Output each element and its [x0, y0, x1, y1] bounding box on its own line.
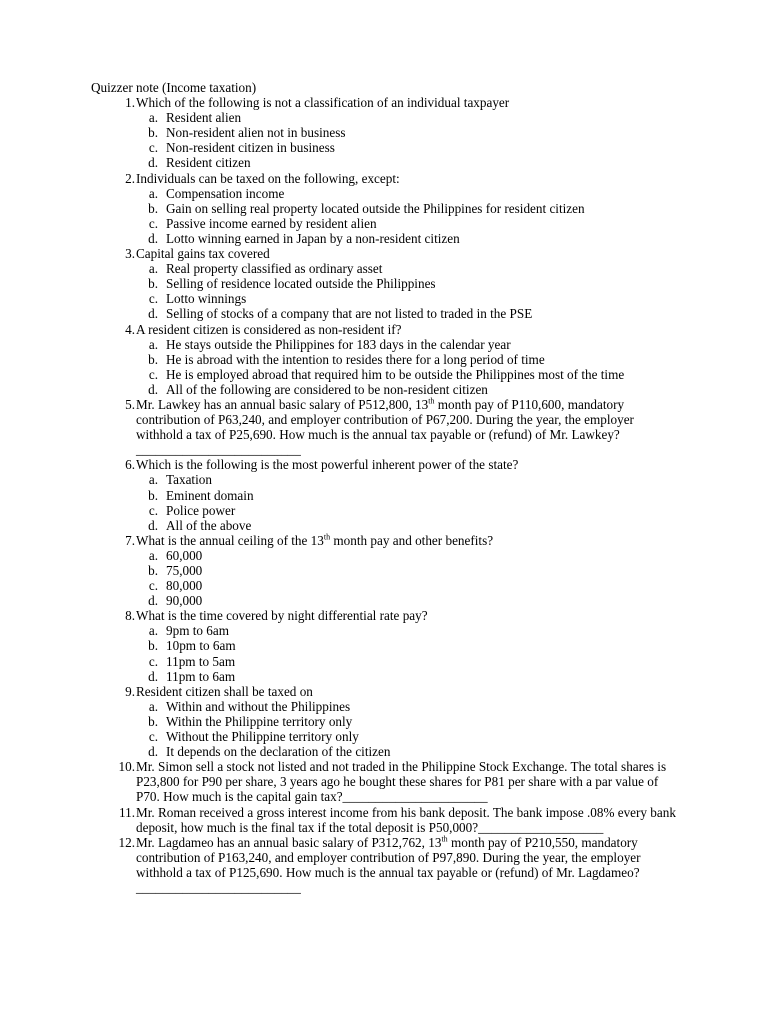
question-text: [135, 322, 676, 337]
option-text: All of the following are considered to be non-resident citizen: [166, 381, 488, 397]
text-run: Mr. Lagdameo has an annual basic salary of P312,762, 13: [136, 834, 442, 850]
option-text: Without the Philippine territory only: [166, 729, 359, 745]
option-text: Eminent domain: [166, 487, 254, 503]
option-item: [91, 638, 676, 653]
option-text: Passive income earned by resident alien: [166, 215, 377, 231]
question-number: 12.: [118, 834, 135, 850]
option-item: [91, 231, 676, 246]
document-title: Quizzer note (Income taxation): [91, 80, 257, 95]
option-item: [91, 623, 676, 638]
text-run: A resident citizen is considered as non-resident if?: [136, 321, 402, 337]
option-letter: b.: [148, 487, 158, 503]
option-item: [91, 337, 676, 352]
option-item: [91, 155, 676, 170]
option-text: 90,000: [166, 593, 203, 609]
option-letter: a.: [148, 110, 158, 126]
option-letter: b.: [148, 351, 158, 367]
option-item: [91, 578, 676, 593]
option-item: [91, 488, 676, 503]
option-letter: d.: [148, 230, 158, 246]
option-letter: d.: [148, 306, 158, 322]
question-text: [135, 608, 676, 623]
text-run: Mr. Lawkey has an annual basic salary of P512,800, 13: [136, 396, 429, 412]
question-7: [91, 533, 676, 548]
text-run: What is the annual ceiling of the 13: [136, 532, 324, 548]
option-text: Lotto winnings: [166, 291, 247, 307]
option-item: [91, 382, 676, 397]
option-text: Within and without the Philippines: [166, 698, 351, 714]
option-text: Within the Philippine territory only: [166, 713, 353, 729]
superscript: th: [441, 834, 448, 844]
option-letter: a.: [148, 261, 158, 277]
option-letter: c.: [148, 140, 158, 156]
question-number: 7.: [125, 532, 135, 548]
option-item: [91, 261, 676, 276]
option-text: Police power: [166, 502, 236, 518]
option-item: [91, 201, 676, 216]
question-1: [91, 95, 676, 110]
option-text: He stays outside the Philippines for 183 days in the calendar year: [166, 336, 511, 352]
option-text: Selling of residence located outside the Philippines: [166, 276, 436, 292]
option-text: Selling of stocks of a company that are not listed to traded in the PSE: [166, 306, 533, 322]
option-item: [91, 669, 676, 684]
option-letter: d.: [148, 593, 158, 609]
text-run: Individuals can be taxed on the following, except:: [136, 170, 400, 186]
option-text: 11pm to 5am: [166, 653, 236, 669]
option-item: [91, 654, 676, 669]
question-11: [91, 805, 676, 835]
option-letter: b.: [148, 563, 158, 578]
question-10: [91, 759, 676, 804]
option-letter: c.: [148, 653, 158, 669]
option-item: [91, 306, 676, 321]
question-text: [135, 759, 676, 804]
option-text: Lotto winning earned in Japan by a non-resident citizen: [166, 230, 460, 246]
question-text: [135, 171, 676, 186]
question-number: 3.: [125, 246, 135, 262]
option-text: He is employed abroad that required him to be outside the Philippines most of the time: [166, 366, 625, 382]
question-6: [91, 457, 676, 472]
question-number: 11.: [119, 804, 135, 820]
option-item: [91, 472, 676, 487]
question-number: 8.: [125, 608, 135, 624]
option-item: [91, 110, 676, 125]
option-letter: b.: [148, 638, 158, 654]
question-number: 10.: [118, 759, 135, 775]
option-text: 11pm to 6am: [166, 668, 236, 684]
option-letter: b.: [148, 200, 158, 216]
question-text: [135, 533, 676, 548]
option-text: Resident alien: [166, 110, 242, 126]
question-number: 9.: [125, 683, 135, 699]
option-item: [91, 699, 676, 714]
option-letter: c.: [148, 291, 158, 307]
option-text: Resident citizen: [166, 155, 251, 171]
question-3: [91, 246, 676, 261]
text-run: Resident citizen shall be taxed on: [136, 683, 313, 699]
option-item: [91, 216, 676, 231]
option-text: Non-resident citizen in business: [166, 140, 335, 156]
question-text: [135, 457, 676, 472]
option-text: It depends on the declaration of the citizen: [166, 744, 391, 760]
question-text: [135, 805, 676, 835]
superscript: th: [428, 396, 435, 406]
option-text: Non-resident alien not in business: [166, 125, 346, 141]
quiz-document: [91, 80, 676, 895]
text-run: month pay of P210,550, mandatory contribution of P163,240, and employer contribution of P97,890. During the year, the employer withhold a tax of P125,690. How much is the annual tax payable or (refund) of Mr. Lagdameo?_________________________: [136, 834, 641, 895]
option-item: [91, 563, 676, 578]
option-letter: d.: [148, 155, 158, 171]
question-text: [135, 835, 676, 895]
question-number: 2.: [125, 170, 135, 186]
question-5: [91, 397, 676, 457]
option-text: Compensation income: [166, 185, 285, 201]
text-run: Mr. Roman received a gross interest income from his bank deposit. The bank impose .08% every bank deposit, how much is the final tax if the total deposit is P50,000?___________________: [136, 804, 676, 835]
question-number: 1.: [125, 95, 135, 111]
option-item: [91, 291, 676, 306]
option-text: 9pm to 6am: [166, 623, 230, 639]
question-text: [135, 684, 676, 699]
question-9: [91, 684, 676, 699]
question-number: 6.: [125, 457, 135, 473]
option-item: [91, 729, 676, 744]
question-8: [91, 608, 676, 623]
option-letter: b.: [148, 125, 158, 141]
question-list: [91, 95, 676, 895]
text-run: Which is the following is the most powerful inherent power of the state?: [136, 457, 519, 473]
option-letter: b.: [148, 276, 158, 292]
option-item: [91, 503, 676, 518]
option-letter: d.: [148, 744, 158, 760]
option-letter: c.: [148, 215, 158, 231]
question-number: 4.: [125, 321, 135, 337]
question-12: [91, 835, 676, 895]
option-text: All of the above: [166, 517, 252, 533]
option-letter: b.: [148, 713, 158, 729]
question-text: [135, 246, 676, 261]
text-run: Capital gains tax covered: [136, 246, 270, 262]
option-item: [91, 186, 676, 201]
option-text: 60,000: [166, 547, 203, 563]
option-item: [91, 367, 676, 382]
option-letter: c.: [148, 729, 158, 745]
option-letter: a.: [148, 336, 158, 352]
question-4: [91, 322, 676, 337]
option-item: [91, 140, 676, 155]
option-letter: a.: [148, 698, 158, 714]
option-letter: c.: [148, 366, 158, 382]
option-text: 10pm to 6am: [166, 638, 236, 654]
option-item: [91, 593, 676, 608]
option-text: 75,000: [166, 563, 203, 578]
question-number: 5.: [125, 396, 135, 412]
text-run: Mr. Simon sell a stock not listed and not traded in the Philippine Stock Exchange. The total shares is P23,800 for P90 per share, 3 years ago he bought these shares for P81 per share with a par value of P70. How much is the capital gain tax?______________________: [136, 759, 667, 805]
text-run: What is the time covered by night differential rate pay?: [136, 608, 428, 624]
option-text: 80,000: [166, 578, 203, 594]
option-letter: a.: [148, 185, 158, 201]
option-item: [91, 125, 676, 140]
option-letter: c.: [148, 502, 158, 518]
option-item: [91, 352, 676, 367]
option-item: [91, 548, 676, 563]
option-letter: c.: [148, 578, 158, 594]
option-letter: d.: [148, 668, 158, 684]
option-text: Taxation: [166, 472, 212, 488]
option-letter: d.: [148, 517, 158, 533]
option-text: Gain on selling real property located outside the Philippines for resident citizen: [166, 200, 585, 216]
option-letter: d.: [148, 381, 158, 397]
text-run: month pay and other benefits?: [330, 532, 494, 548]
option-letter: a.: [148, 623, 158, 639]
superscript: th: [323, 532, 331, 542]
option-item: [91, 276, 676, 291]
option-item: [91, 714, 676, 729]
question-2: [91, 171, 676, 186]
text-run: month pay of P110,600, mandatory contribution of P63,240, and employer contribution of P67,200. During the year, the employer withhold a tax of P25,690. How much is the annual tax payable or (refund) of Mr. Lawkey?_________________________: [136, 396, 634, 458]
option-text: Real property classified as ordinary asset: [166, 261, 383, 277]
option-letter: a.: [148, 472, 158, 488]
option-item: [91, 518, 676, 533]
text-run: Which of the following is not a classification of an individual taxpayer: [136, 95, 510, 111]
option-letter: a.: [148, 547, 158, 563]
option-text: He is abroad with the intention to resides there for a long period of time: [166, 351, 545, 367]
question-text: [135, 397, 676, 457]
question-text: [135, 95, 676, 110]
option-item: [91, 744, 676, 759]
